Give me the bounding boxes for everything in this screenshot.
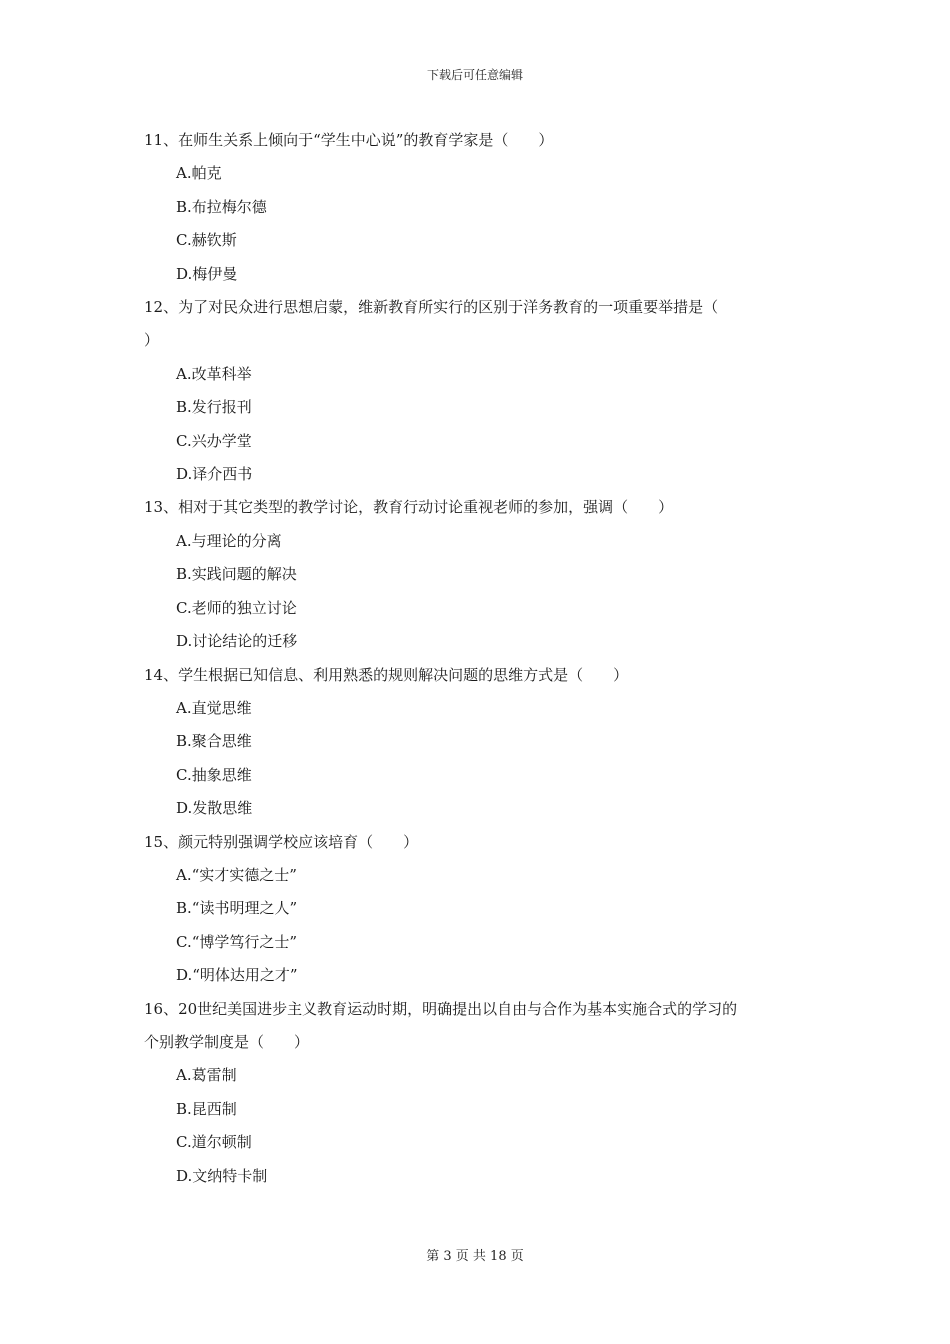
option-b: B.实践问题的解决 [176, 565, 297, 584]
question-text: 15、颜元特别强调学校应该培育（ ） [144, 832, 419, 851]
question-text-continued: ） [144, 331, 160, 350]
question-list [144, 124, 814, 1193]
question-15 [144, 826, 814, 993]
question-14 [144, 659, 814, 826]
option-d: D.发散思维 [176, 799, 253, 818]
option-b: B.聚合思维 [176, 732, 252, 751]
option-b: B.昆西制 [176, 1099, 237, 1118]
question-text: 16、20世纪美国进步主义教育运动时期，明确提出以自由与合作为基本实施合式的学习的 [144, 999, 738, 1018]
question-text: 12、为了对民众进行思想启蒙，维新教育所实行的区别于洋务教育的一项重要举措是（ [144, 298, 719, 317]
option-a: A.与理论的分离 [176, 531, 282, 550]
option-d: D.译介西书 [176, 465, 253, 484]
option-a: A.改革科举 [176, 364, 252, 383]
option-a: A.帕克 [176, 164, 222, 183]
option-a: A.“实才实德之士” [176, 865, 297, 884]
page-header: 下载后可任意编辑 [426, 68, 523, 82]
question-16 [144, 993, 814, 1193]
option-b: B.“读书明理之人” [176, 899, 298, 918]
option-c: C.老师的独立讨论 [176, 598, 297, 617]
option-a: A.葛雷制 [176, 1066, 237, 1085]
question-text-continued: 个别教学制度是（ ） [144, 1032, 310, 1051]
option-d: D.“明体达用之才” [176, 966, 298, 985]
question-text: 13、相对于其它类型的教学讨论，教育行动讨论重视老师的参加，强调（ ） [144, 498, 674, 517]
option-c: C.“博学笃行之士” [176, 932, 298, 951]
question-13 [144, 491, 814, 658]
question-12 [144, 291, 814, 491]
option-a: A.直觉思维 [176, 698, 252, 717]
question-text: 14、学生根据已知信息、利用熟悉的规则解决问题的思维方式是（ ） [144, 665, 629, 684]
page-number: 第 3 页 共 18 页 [426, 1249, 524, 1264]
option-c: C.道尔顿制 [176, 1133, 252, 1152]
option-c: C.兴办学堂 [176, 431, 252, 450]
option-d: D.讨论结论的迁移 [176, 632, 298, 651]
option-b: B.布拉梅尔德 [176, 197, 267, 216]
option-b: B.发行报刊 [176, 398, 252, 417]
option-d: D.文纳特卡制 [176, 1166, 268, 1185]
option-d: D.梅伊曼 [176, 264, 238, 283]
question-text: 11、在师生关系上倾向于“学生中心说”的教育学家是（ ） [144, 131, 554, 149]
option-c: C.赫钦斯 [176, 231, 237, 250]
question-11 [144, 124, 814, 291]
option-c: C.抽象思维 [176, 765, 252, 784]
